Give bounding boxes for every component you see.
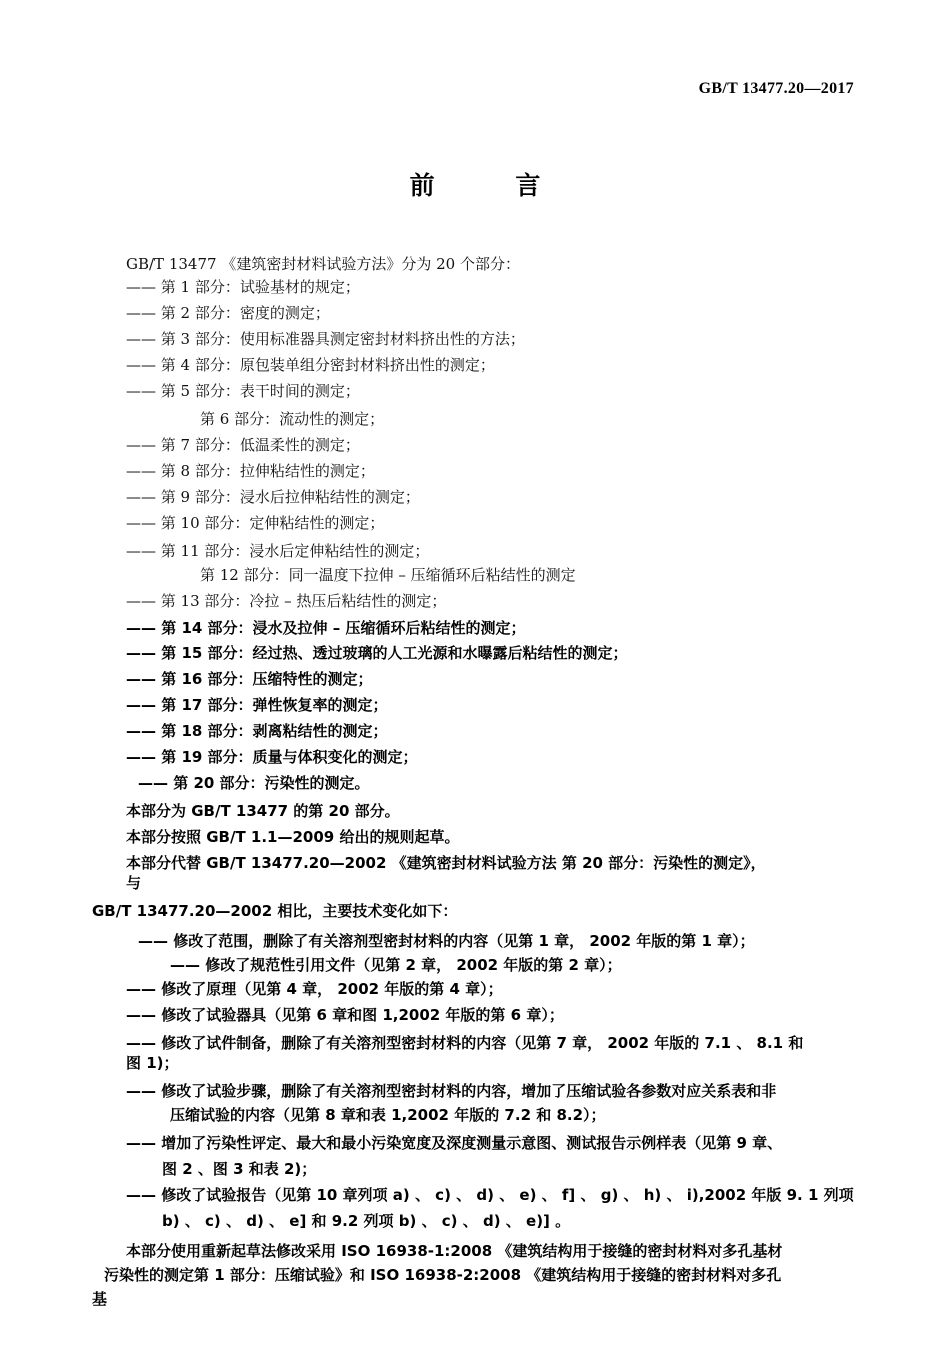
page-title: 前 言	[409, 171, 577, 200]
change-item: —— 修改了试验器具（见第 6 章和图 1,2002 年版的第 6 章）；	[126, 1006, 564, 1024]
change-item: —— 修改了试验报告（见第 10 章列项 a) 、 c) 、 d) 、 e) 、 f] 、 g) 、 h) 、 i),2002 年版 9. 1 列项	[126, 1186, 854, 1204]
change-item: —— 修改了范围，删除了有关溶剂型密封材料的内容（见第 1 章， 2002 年版的第 1 章）；	[138, 932, 755, 950]
part-item: —— 第 8 部分：拉伸粘结性的测定；	[126, 462, 375, 480]
part-item: —— 第 4 部分：原包装单组分密封材料挤出性的测定；	[126, 356, 495, 374]
intro-line: GB/T 13477 《建筑密封材料试验方法》分为 20 个部分：	[126, 255, 520, 273]
change-item-continued: 图 1)；	[126, 1054, 179, 1072]
body-paragraph: 与	[126, 874, 142, 892]
part-item: —— 第 14 部分：浸水及拉伸 – 压缩循环后粘结性的测定；	[126, 619, 526, 637]
part-item: —— 第 2 部分：密度的测定；	[126, 304, 330, 322]
change-item: —— 修改了规范性引用文件（见第 2 章， 2002 年版的第 2 章）；	[170, 956, 622, 974]
part-item: —— 第 16 部分：压缩特性的测定；	[126, 670, 373, 688]
part-item: —— 第 10 部分：定伸粘结性的测定；	[126, 514, 385, 532]
part-item: —— 第 20 部分：污染性的测定。	[138, 774, 370, 792]
part-item: —— 第 1 部分：试验基材的规定；	[126, 278, 360, 296]
part-item: —— 第 18 部分：剥离粘结性的测定；	[126, 722, 388, 740]
change-item: —— 增加了污染性评定、最大和最小污染宽度及深度测量示意图、测试报告示例样表（见第 9 章、	[126, 1134, 783, 1152]
body-paragraph: 基	[92, 1290, 108, 1308]
change-item: —— 修改了原理（见第 4 章， 2002 年版的第 4 章）；	[126, 980, 503, 998]
body-paragraph: GB/T 13477.20—2002 相比，主要技术变化如下：	[92, 902, 458, 920]
standard-number: GB/T 13477.20—2017	[698, 80, 854, 97]
change-item: —— 修改了试件制备，删除了有关溶剂型密封材料的内容（见第 7 章， 2002 年版的 7.1 、 8.1 和	[126, 1034, 804, 1052]
body-paragraph: 本部分为 GB/T 13477 的第 20 部分。	[126, 802, 400, 820]
part-item: 第 6 部分：流动性的测定；	[200, 410, 385, 428]
body-paragraph: 本部分按照 GB/T 1.1—2009 给出的规则起草。	[126, 828, 460, 846]
change-item-continued: 图 2 、图 3 和表 2)；	[162, 1160, 317, 1178]
part-item: 第 12 部分：同一温度下拉伸 – 压缩循环后粘结性的测定	[200, 566, 576, 584]
part-item: —— 第 19 部分：质量与体积变化的测定；	[126, 748, 418, 766]
change-item-continued: b) 、 c) 、 d) 、 e] 和 9.2 列项 b) 、 c) 、 d) 、 e)] 。	[162, 1212, 571, 1230]
body-paragraph: 污染性的测定第 1 部分：压缩试验》和 ISO 16938-2:2008 《建筑结构用于接缝的密封材料对多孔	[104, 1266, 782, 1284]
part-item: —— 第 3 部分：使用标准器具测定密封材料挤出性的方法；	[126, 330, 525, 348]
body-paragraph: 本部分使用重新起草法修改采用 ISO 16938-1:2008 《建筑结构用于接缝的密封材料对多孔基材	[126, 1242, 783, 1260]
part-item: —— 第 9 部分：浸水后拉伸粘结性的测定；	[126, 488, 420, 506]
part-item: —— 第 13 部分：冷拉 – 热压后粘结性的测定；	[126, 592, 447, 610]
body-paragraph: 本部分代替 GB/T 13477.20—2002 《建筑密封材料试验方法 第 20 部分：污染性的测定》，	[126, 854, 766, 872]
part-item: —— 第 15 部分：经过热、透过玻璃的人工光源和水曝露后粘结性的测定；	[126, 644, 628, 662]
part-item: —— 第 17 部分：弹性恢复率的测定；	[126, 696, 388, 714]
change-item: —— 修改了试验步骤，删除了有关溶剂型密封材料的内容，增加了压缩试验各参数对应关系表和非	[126, 1082, 777, 1100]
part-item: —— 第 11 部分：浸水后定伸粘结性的测定；	[126, 542, 430, 560]
change-item-continued: 压缩试验的内容（见第 8 章和表 1,2002 年版的 7.2 和 8.2）；	[170, 1106, 606, 1124]
part-item: —— 第 7 部分：低温柔性的测定；	[126, 436, 360, 454]
part-item: —— 第 5 部分：表干时间的测定；	[126, 382, 360, 400]
